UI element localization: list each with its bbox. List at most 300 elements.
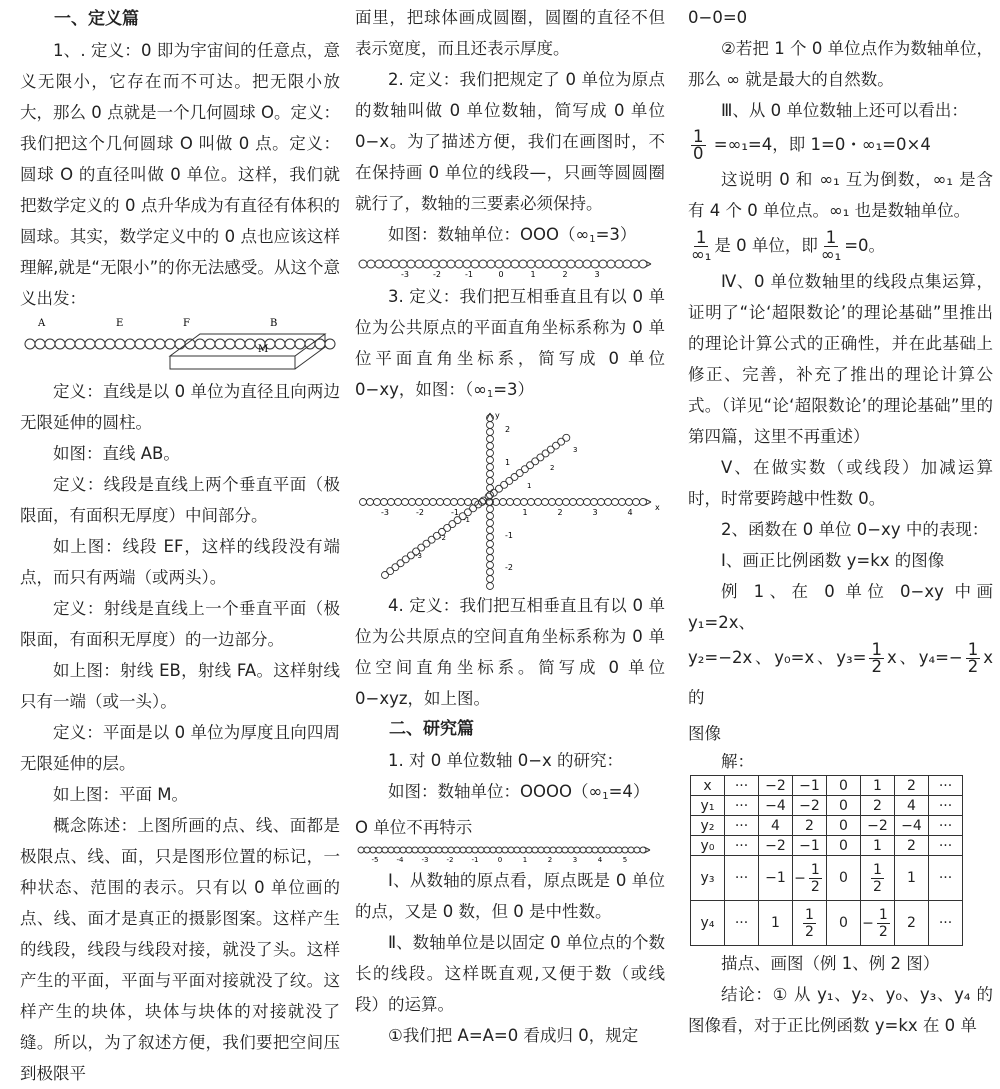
bead — [519, 260, 527, 268]
bead — [616, 847, 622, 853]
paragraph-ray-example: 如上图：射线 EB，射线 FA。这样射线只有一端（或一头）。 — [20, 661, 340, 711]
bead — [535, 260, 543, 268]
bead — [502, 847, 508, 853]
paragraph-observe: Ⅲ、从 0 单位数轴上还可以看出： — [721, 101, 968, 120]
bead — [418, 847, 424, 853]
bead — [455, 260, 463, 268]
plane-coords-text: 3. 定义：我们把互相垂直且有以 0 单位为公共原点的平面直角坐标系称为 0 单位平面直角坐标系，简写成 0 单位 0−xy，如图：（∞ — [355, 287, 665, 399]
x-axis-bead — [563, 499, 570, 506]
y-axis-bead — [487, 429, 494, 436]
fraction-half-2: $\frac{1}{2}$ — [967, 640, 979, 676]
x-axis-bead — [535, 499, 542, 506]
plane-y-tick: 2 — [505, 425, 511, 434]
bead — [599, 260, 607, 268]
x-axis-bead — [612, 499, 619, 506]
table-cell: 1 — [861, 836, 895, 856]
table-cell: ··· — [725, 836, 759, 856]
table-row — [691, 796, 963, 816]
line-segment-figure — [20, 314, 340, 376]
table-cell: y₂ — [691, 816, 725, 836]
tick-label: 3 — [594, 270, 600, 279]
axis2-tail: =4） — [608, 782, 650, 801]
x-axis-bead — [402, 499, 409, 506]
bead — [105, 339, 115, 349]
bead — [439, 260, 447, 268]
paragraph-conclusion: 结论：① 从 y₁、y₂、y₀、y₃、y₄ 的图像看，对于正比例函数 y=kx 在 0 单 — [688, 985, 993, 1035]
bead — [490, 847, 496, 853]
table-cell: 0 — [827, 816, 861, 836]
paragraph-axis-unit: Ⅱ、数轴单位是以固定 0 单位点的个数长的线段。这样既直观,又便于数（或线段）的运算。 — [355, 933, 665, 1014]
bead — [615, 260, 623, 268]
paragraph-ray-def: 定义：射线是直线上一个垂直平面（极限面，有面积无厚度）的一边部分。 — [20, 599, 340, 649]
plane-y-tick: -2 — [505, 563, 513, 572]
equation-2-end: =0。 — [844, 236, 886, 255]
table-cell: 0 — [827, 776, 861, 796]
bead — [394, 847, 400, 853]
plane-diag-tick: -2 — [439, 534, 446, 542]
plane-x-tick: 1 — [522, 508, 528, 517]
bead — [520, 847, 526, 853]
axis-example-text: 如图：数轴单位：OOO（∞ — [388, 225, 590, 244]
axis2-beads — [358, 847, 650, 853]
label-b: B — [270, 318, 278, 329]
bead — [423, 260, 431, 268]
x-axis-bead — [430, 499, 437, 506]
bead — [592, 847, 598, 853]
table-cell: 0 — [827, 836, 861, 856]
plane-x-tick: 4 — [627, 508, 633, 517]
paragraph-iv: Ⅳ、0 单位数轴里的线段点集运算，证明了“论‘超限数论’的理论基础”里推出的理论计算公式的正确性，并在此基础上修正、完善，补充了推出的理论计算公式。（详见“论‘超限数论’的理论基础”里的第四篇，这里不再重述） — [688, 272, 993, 446]
table-cell: 2 — [861, 796, 895, 816]
paragraph-axis-def: 2. 定义：我们把规定了 0 单位为原点的数轴叫做 0 单位数轴，简写成 0 单位 0−x。为了描述方便，我们在画图时，不在保持画 0 单位的线段—，只画等圆圆圈就行了，数轴的三要素必须保持。 — [355, 70, 665, 213]
tick-label: 2 — [562, 270, 568, 279]
fraction-1-over-inf: $\frac{1}{\text{∞₁}}$ — [691, 228, 712, 264]
bead — [391, 260, 399, 268]
bead — [431, 260, 439, 268]
y-axis-bead — [487, 450, 494, 457]
table-cell: ··· — [725, 796, 759, 816]
table-cell: 1 — [759, 901, 793, 946]
bead — [65, 339, 75, 349]
plane-drawing — [360, 411, 661, 590]
bead — [460, 847, 466, 853]
paragraph-segment-def: 定义：线段是直线上两个垂直平面（极限面，有面积无厚度）中间部分。 — [20, 475, 340, 525]
y-axis-bead — [487, 534, 494, 541]
bead — [598, 847, 604, 853]
plane-diag-tick: -1 — [463, 516, 470, 524]
table-cell: 1 — [861, 776, 895, 796]
bead — [215, 339, 225, 349]
bead — [399, 260, 407, 268]
plane-x-tick: -2 — [416, 508, 424, 517]
table-cell: ··· — [725, 776, 759, 796]
bead — [115, 339, 125, 349]
bead — [550, 847, 556, 853]
paragraph-example-1: 例 1、在 0 单位 0−xy 中画 y₁=2x、 — [688, 582, 993, 632]
paragraph-function: 2、函数在 0 单位 0−xy 中的表现： — [721, 520, 989, 539]
x-axis-bead — [381, 499, 388, 506]
bead — [538, 847, 544, 853]
axis-arrow — [645, 261, 651, 267]
bead — [503, 260, 511, 268]
column-1 — [20, 0, 340, 1089]
tick-label: -5 — [371, 856, 379, 864]
bead — [436, 847, 442, 853]
label-a: A — [38, 318, 46, 329]
plane-diag-tick: 1 — [527, 482, 532, 490]
bead — [424, 847, 430, 853]
plane-y-tick: 1 — [505, 458, 511, 467]
diagonal-bead — [563, 434, 570, 441]
table-cell: ··· — [725, 901, 759, 946]
x-axis-bead — [360, 499, 367, 506]
table-cell: −2 — [759, 776, 793, 796]
table-cell: − $\frac{1}{2}$ — [793, 856, 827, 901]
bead — [514, 847, 520, 853]
table-cell: ··· — [929, 776, 963, 796]
plane-x-tick: -1 — [451, 508, 459, 517]
table-cell: ··· — [725, 856, 759, 901]
bead — [575, 260, 583, 268]
paragraph-direct-prop: Ⅰ、画正比例函数 y=kx 的图像 — [721, 551, 945, 570]
y-axis-bead — [487, 506, 494, 513]
plane-y-tick: -1 — [505, 531, 513, 540]
paragraph-axis-example: 如图：数轴单位：$OOO(\infty_1=3)$ — [388, 225, 637, 245]
y-axis-bead — [487, 520, 494, 527]
bead — [406, 847, 412, 853]
bead — [55, 339, 65, 349]
x-axis-bead — [416, 499, 423, 506]
table-cell: ··· — [725, 816, 759, 836]
tick-label: -4 — [396, 856, 404, 864]
table-row — [691, 836, 963, 856]
paragraph-plane-example: 如上图：平面 M。 — [53, 785, 188, 804]
paragraph-line-def: 定义：直线是以 0 单位为直径且向两边无限延伸的圆柱。 — [20, 382, 340, 432]
fraction-half: $\frac{1}{2}$ — [871, 640, 882, 676]
bead — [375, 260, 383, 268]
plane-diag-tick: 3 — [573, 446, 578, 454]
table-cell: y₁ — [691, 796, 725, 816]
x-axis-bead — [570, 499, 577, 506]
x-axis-bead — [633, 499, 640, 506]
x-axis-bead — [500, 499, 507, 506]
bead — [586, 847, 592, 853]
axis2-arrow — [644, 847, 650, 853]
bead — [543, 260, 551, 268]
y-axis-bead — [487, 457, 494, 464]
bead — [604, 847, 610, 853]
bead — [245, 339, 255, 349]
x-axis-bead — [458, 499, 465, 506]
x-axis-bead — [388, 499, 395, 506]
tick-label: -1 — [471, 856, 479, 864]
bead — [526, 847, 532, 853]
plane-m — [170, 334, 325, 356]
x-axis-bead — [514, 499, 521, 506]
paragraph-research-1: 1. 对 0 单位数轴 0−x 的研究： — [388, 751, 624, 770]
fraction-1-over-0: $\frac{1}{0}$ — [693, 127, 704, 163]
label-m: M — [258, 344, 269, 355]
paragraph-concept: 概念陈述：上图所画的点、线、面都是极限点、线、面，只是图形位置的标记，一种状态、范围的表示。只有以 0 单位画的点、线、面才是真正的摄影图案。这样产生的线段，线段与线段对接，就没了头。这样产生的平面，平面与平面对接就没了纹。这样产生的块体，块体与块体的对接就没了缝。所以，为了叙述方便，我们要把空间压到极限平 — [20, 816, 340, 1083]
column-2 — [355, 0, 665, 1051]
plane-diag-tick: 2 — [550, 464, 555, 472]
bead — [135, 339, 145, 349]
x-axis-bead — [598, 499, 605, 506]
table-cell: −4 — [895, 816, 929, 836]
table-cell: 4 — [759, 816, 793, 836]
tick-label: -2 — [446, 856, 454, 864]
x-axis-bead — [451, 499, 458, 506]
bead — [400, 847, 406, 853]
table-cell: y₃ — [691, 856, 725, 901]
y-axis-bead — [487, 485, 494, 492]
plane-x-tick: 3 — [592, 508, 598, 517]
paragraph-origin: Ⅰ、从数轴的原点看，原点既是 0 单位的点，又是 0 数，但 0 是中性数。 — [355, 871, 665, 921]
bead — [442, 847, 448, 853]
y-axis-bead — [487, 583, 494, 590]
x-axis-bead — [374, 499, 381, 506]
tick-label: 2 — [547, 856, 553, 864]
plane-x-tick: 2 — [557, 508, 563, 517]
bead — [359, 260, 367, 268]
tick-label: 4 — [597, 856, 603, 864]
paragraph-reciprocal: 这说明 0 和 ∞₁ 互为倒数，∞₁ 是含有 4 个 0 单位点。∞₁ 也是数轴单位。 — [688, 170, 993, 220]
y-axis-bead — [487, 555, 494, 562]
axis-beads — [359, 260, 651, 268]
number-axis-figure-2 — [355, 843, 655, 865]
table-cell: − $\frac{1}{2}$ — [861, 901, 895, 946]
tick-label: -2 — [433, 270, 441, 279]
paragraph-rule-1: ①我们把 A=A=0 看成归 0，规定 — [388, 1026, 639, 1045]
bead — [325, 339, 335, 349]
bead — [407, 260, 415, 268]
y-axis-bead — [487, 541, 494, 548]
table-cell: −1 — [793, 776, 827, 796]
bead — [195, 339, 205, 349]
section-heading-definitions: 一、定义篇 — [54, 9, 139, 29]
y-axis-bead — [487, 527, 494, 534]
bead — [382, 847, 388, 853]
value-table — [690, 775, 963, 946]
table-cell: 0 — [827, 796, 861, 816]
table-cell: −1 — [759, 856, 793, 901]
bead — [285, 339, 295, 349]
y-arrow — [487, 413, 493, 419]
equation-2-mid: 是 0 单位，即 — [714, 236, 818, 255]
bead — [165, 339, 175, 349]
paragraph-axis-example-2: 如图：数轴单位：$OOOO(\infty_1=4)$ — [388, 782, 650, 802]
table-cell: −4 — [759, 796, 793, 816]
x-axis-bead — [591, 499, 598, 506]
bead — [607, 260, 615, 268]
table-cell: 1 — [895, 856, 929, 901]
tick-label: 0 — [497, 856, 503, 864]
paragraph-space-coords: 4. 定义：我们把互相垂直且有以 0 单位为公共原点的空间直角坐标系称为 0 单位空间直角坐标系。简写成 0 单位 0−xyz，如上图。 — [355, 596, 665, 708]
bead — [415, 260, 423, 268]
bead — [412, 847, 418, 853]
bead — [527, 260, 535, 268]
tick-label: -3 — [401, 270, 409, 279]
bead — [370, 847, 376, 853]
tick-label: 3 — [572, 856, 578, 864]
bead — [591, 260, 599, 268]
bead — [472, 847, 478, 853]
bead — [559, 260, 567, 268]
bead — [583, 260, 591, 268]
table-cell: x — [691, 776, 725, 796]
bead — [556, 847, 562, 853]
bead — [383, 260, 391, 268]
table-cell: ··· — [929, 796, 963, 816]
y-axis-bead — [487, 464, 494, 471]
y-axis-bead — [487, 443, 494, 450]
y-axis-bead — [487, 471, 494, 478]
bead — [45, 339, 55, 349]
x-axis-bead — [409, 499, 416, 506]
y-axis-label: y — [495, 411, 500, 420]
x-axis-bead — [556, 499, 563, 506]
paragraph-plane-coords: 3. 定义：我们把互相垂直且有以 0 单位为公共原点的平面直角坐标系称为 0 单位平面直角坐标系，简写成 0 单位 0−xy，如图：$(\infty_1=3)$ — [355, 287, 665, 400]
x-axis-bead — [528, 499, 535, 506]
bead — [471, 260, 479, 268]
bead — [610, 847, 616, 853]
bead — [376, 847, 382, 853]
bead — [430, 847, 436, 853]
plane-x-tick: -3 — [381, 508, 389, 517]
y-axis-bead — [487, 548, 494, 555]
bead — [634, 847, 640, 853]
table-cell: ··· — [929, 901, 963, 946]
bead — [478, 847, 484, 853]
bead — [631, 260, 639, 268]
x-axis-bead — [465, 499, 472, 506]
tick-label: 0 — [498, 270, 504, 279]
number-axis-figure — [355, 255, 655, 281]
bead — [225, 339, 235, 349]
bead — [454, 847, 460, 853]
bead — [487, 260, 495, 268]
bead — [145, 339, 155, 349]
bead — [495, 260, 503, 268]
bead — [175, 339, 185, 349]
table-cell: ··· — [929, 836, 963, 856]
x-arrow — [645, 499, 651, 505]
table-row — [691, 776, 963, 796]
table-cell: y₀ — [691, 836, 725, 856]
bead — [155, 339, 165, 349]
y-axis-bead — [487, 569, 494, 576]
bead — [508, 847, 514, 853]
bead — [484, 847, 490, 853]
plane-coords-tail: =3） — [493, 380, 535, 399]
table-cell: 0 — [827, 856, 861, 901]
bead — [532, 847, 538, 853]
table-cell: ··· — [929, 856, 963, 901]
label-e: E — [116, 318, 124, 329]
x-axis-bead — [444, 499, 451, 506]
x-axis-bead — [542, 499, 549, 506]
x-axis-bead — [549, 499, 556, 506]
tick-label: -3 — [421, 856, 429, 864]
bead — [125, 339, 135, 349]
x-axis-bead — [437, 499, 444, 506]
fraction-1-over-inf-2: $\frac{1}{\text{∞₁}}$ — [820, 228, 842, 264]
table-cell: 0 — [827, 901, 861, 946]
bead — [85, 339, 95, 349]
paragraph-zero-point: 1、. 定义：0 即为宇宙间的任意点，意义无限小，它存在而不可达。把无限小放大，那么 0 点就是一个几何圆球 O。定义：我们把这个几何圆球 O 叫做 0 点。定义：圆球 O 的直径叫做 0 单位。这样，我们就把数学定义的 0 点升华成为有直径有体积的圆球。其实，数学定义中的 0 点也应该这样理解,就是“无限小”的你无法感受。从这个意义出发： — [20, 41, 340, 308]
coordinate-plane-figure — [355, 410, 665, 590]
table-cell: y₄ — [691, 901, 725, 946]
table-cell: −2 — [759, 836, 793, 856]
bead — [544, 847, 550, 853]
table-row — [691, 816, 963, 836]
y-axis-bead — [487, 562, 494, 569]
table-cell: −2 — [861, 816, 895, 836]
table-cell: $\frac{1}{2}$ — [793, 901, 827, 946]
equation-2 — [688, 226, 993, 266]
plane-diag-tick: -3 — [415, 552, 422, 560]
bead — [551, 260, 559, 268]
paragraph-plot: 描点、画图（例 1、例 2 图） — [721, 954, 940, 973]
axis2-text: 如图：数轴单位：OOOO（∞ — [388, 782, 603, 801]
tick-label: 1 — [522, 856, 528, 864]
bead — [35, 339, 45, 349]
x-axis-bead — [395, 499, 402, 506]
x-axis-label: x — [655, 503, 660, 512]
x-axis-bead — [626, 499, 633, 506]
bead — [479, 260, 487, 268]
x-axis-bead — [605, 499, 612, 506]
bead — [235, 339, 245, 349]
bead — [364, 847, 370, 853]
paragraph-graph: 图像 — [688, 724, 721, 743]
x-axis-bead — [507, 499, 514, 506]
table-row — [691, 856, 963, 901]
paragraph-rule-2: ②若把 1 个 0 单位点作为数轴单位，那么 ∞ 就是最大的自然数。 — [688, 39, 993, 89]
bead — [466, 847, 472, 853]
table-cell: $\frac{1}{2}$ — [861, 856, 895, 901]
bead — [568, 847, 574, 853]
table-cell: 2 — [895, 901, 929, 946]
bead — [447, 260, 455, 268]
paragraph-zero-minus-zero: 0−0=0 — [688, 8, 748, 27]
x-axis-bead — [584, 499, 591, 506]
bead — [496, 847, 502, 853]
table-cell: −1 — [793, 836, 827, 856]
bead — [75, 339, 85, 349]
label-f: F — [183, 318, 190, 329]
y-axis-bead — [487, 436, 494, 443]
axis-tick-labels — [401, 270, 600, 279]
bead — [623, 260, 631, 268]
axis2-tick-labels — [372, 856, 628, 864]
table-cell: ··· — [929, 816, 963, 836]
x-axis-bead — [619, 499, 626, 506]
bead — [567, 260, 575, 268]
bead — [388, 847, 394, 853]
paragraph-solution: 解： — [721, 752, 754, 771]
bead — [628, 847, 634, 853]
paragraph-example-1-cont: y₂=−2x、y₀=x、y₃= $\frac{1}{2}$ x、y₄=− $\frac{1}{2}$ x 的 — [688, 640, 994, 707]
y-axis-bead — [487, 422, 494, 429]
table-row — [691, 901, 963, 946]
x-axis-bead — [521, 499, 528, 506]
bead — [275, 339, 285, 349]
y-axis-bead — [487, 513, 494, 520]
table-cell: 2 — [895, 776, 929, 796]
tick-label: 5 — [622, 856, 628, 864]
bead — [622, 847, 628, 853]
